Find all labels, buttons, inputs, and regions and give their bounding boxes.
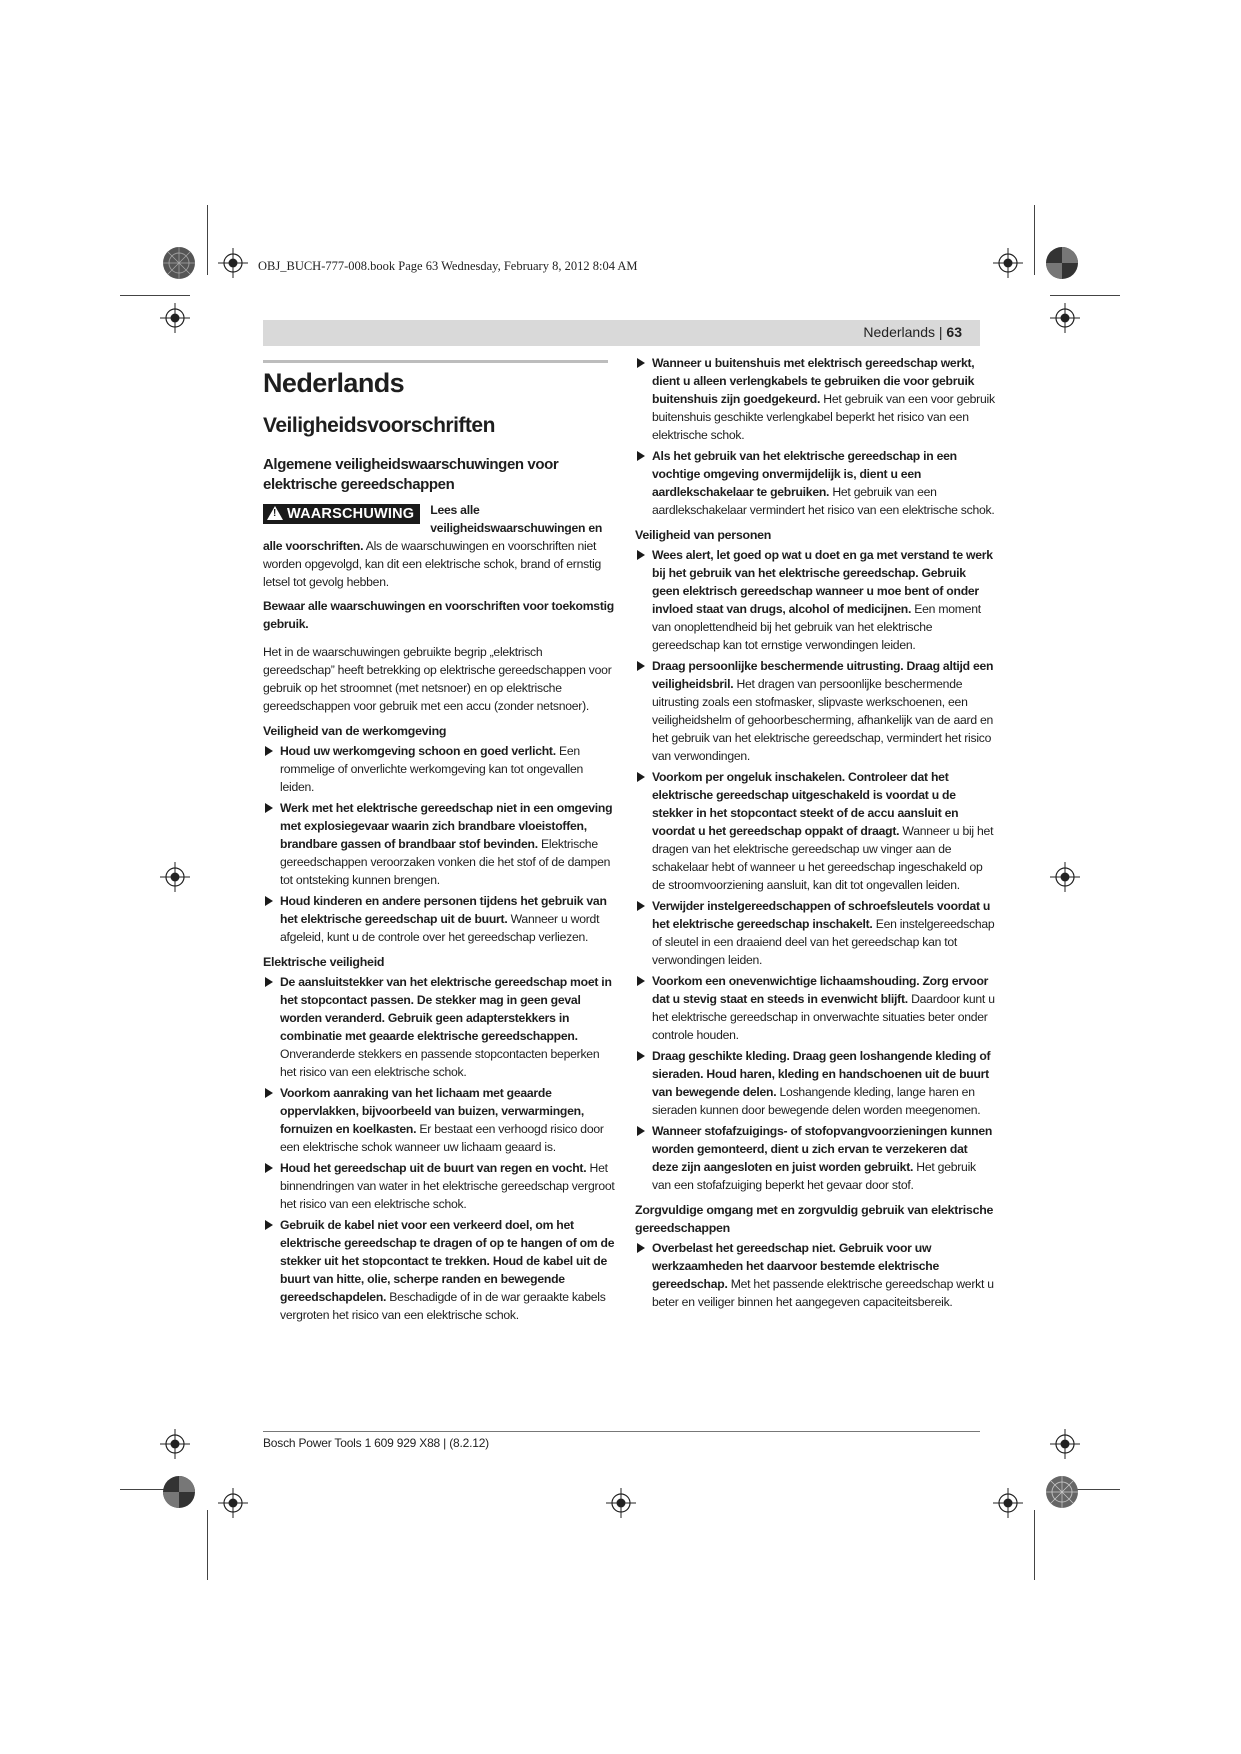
list-item	[263, 1159, 615, 1213]
crop-mark	[1034, 205, 1035, 275]
list-item	[635, 1239, 995, 1311]
item-text: Beschadigde of in de war geraakte kabels vergroten het risico van een elektrische schok.	[280, 1290, 606, 1322]
crop-mark	[207, 1510, 208, 1580]
keep-instructions: Bewaar alle waarschuwingen en voorschriften voor toekomstig gebruik.	[263, 599, 614, 631]
registration-mark-icon	[218, 1488, 248, 1518]
list-item	[635, 546, 995, 654]
registration-mark-icon	[606, 1488, 636, 1518]
crop-mark	[1034, 1510, 1035, 1580]
item-text: Het dragen van persoonlijke beschermende uitrusting zoals een stofmasker, slipvaste werkschoenen, een veiligheidshelm of gehoorbescherming, afhankelijk van de aard en het gebruik van het elektrische gereedschap, vermindert het risico van verwondingen.	[652, 677, 994, 763]
item-text: Wanneer u bij het dragen van het elektrische gereedschap uw vinger aan de schakelaar hebt of wanneer u het gereedschap ingeschakeld op de stroomvoorziening aansluit, kan dit tot ongevallen leiden.	[652, 824, 994, 892]
item-bold: Houd kinderen en andere personen tijdens het gebruik van het elektrische gereedschap uit de buurt.	[280, 894, 607, 926]
bullet-arrow-icon	[637, 1126, 645, 1136]
definition-paragraph: Het in de waarschuwingen gebruikte begrip „elektrisch gereedschap” heeft betrekking op elektrische gereedschappen voor gebruik op het stroomnet (met netsnoer) en op elektrische gereedschappen voor gebruik met een accu (zonder netsnoer).	[263, 645, 612, 713]
item-bold: Houd het gereedschap uit de buurt van regen en vocht.	[280, 1161, 587, 1175]
item-text: Met het passende elektrische gereedschap werkt u beter en veiliger binnen het aangegeven capaciteitsbereik.	[652, 1277, 994, 1309]
item-bold: De aansluitstekker van het elektrische gereedschap moet in het stopcontact passen. De stekker mag in geen geval worden veranderd. Gebruik geen adapterstekkers in combinatie met geaarde elektrische gereedschappen.	[280, 975, 612, 1043]
list-item	[263, 1216, 615, 1324]
registration-mark-icon	[160, 303, 190, 333]
title-rule	[263, 360, 608, 363]
bullet-arrow-icon	[265, 977, 273, 987]
item-bold: Houd uw werkomgeving schoon en goed verlicht.	[280, 744, 556, 758]
list-item	[263, 973, 615, 1081]
list-item	[635, 972, 995, 1044]
list-item	[263, 1084, 615, 1156]
list-item	[263, 892, 615, 946]
work-area-list	[263, 742, 615, 946]
item-bold: Werk met het elektrische gereedschap niet in een omgeving met explosiegevaar waarin zich brandbare vloeistoffen, brandbare gassen of brandbaar stof bevinden.	[280, 801, 613, 851]
item-text: Het gebruik van een voor gebruik buitenshuis geschikte verlengkabel beperkt het risico van een elektrische schok.	[652, 392, 995, 442]
item-bold: Als het gebruik van het elektrische gereedschap in een vochtige omgeving onvermijdelijk is, dient u een aardlekschakelaar te gebruiken.	[652, 449, 957, 499]
registration-mark-icon	[1050, 303, 1080, 333]
footer-text: Bosch Power Tools 1 609 929 X88 | (8.2.12)	[263, 1436, 489, 1450]
item-bold: Wees alert, let goed op wat u doet en ga met verstand te werk bij het gebruik van het elektrische gereedschap. Gebruik geen elektrisch gereedschap wanneer u moe bent of onder invloed staat van drugs, alcohol of medicijnen.	[652, 548, 993, 616]
bullet-arrow-icon	[265, 1088, 273, 1098]
registration-mark-icon	[218, 248, 248, 278]
registration-mark-icon	[1050, 862, 1080, 892]
registration-mark-icon	[993, 248, 1023, 278]
careful-list	[635, 1239, 995, 1311]
item-bold: Overbelast het gereedschap niet. Gebruik voor uw werkzaamheden het daarvoor bestemde elektrische gereedschap.	[652, 1241, 939, 1291]
list-item	[635, 447, 995, 519]
page-number: 63	[946, 324, 962, 340]
bullet-arrow-icon	[637, 772, 645, 782]
item-text: Daardoor kunt u het elektrische gereedschap in onverwachte situaties beter onder controle houden.	[652, 992, 995, 1042]
running-head-separator: |	[935, 324, 947, 340]
list-item	[635, 768, 995, 894]
running-header-band	[263, 320, 980, 346]
registration-mark-icon	[1050, 1429, 1080, 1459]
warning-triangle-icon: !	[267, 506, 283, 520]
warning-bold: Lees alle veiligheidswaarschuwingen en alle voorschriften.	[263, 503, 603, 553]
list-item	[635, 354, 995, 444]
warning-text: Als de waarschuwingen en voorschriften niet worden opgevolgd, kan dit een elektrische schok, brand of ernstig letsel tot gevolg hebben.	[263, 539, 602, 589]
color-wheel-icon	[162, 246, 196, 280]
list-item	[263, 742, 615, 796]
bullet-arrow-icon	[265, 1220, 273, 1230]
bullet-arrow-icon	[637, 976, 645, 986]
personal-list	[635, 546, 995, 1194]
item-text: Elektrische gereedschappen veroorzaken vonken die het stof of de dampen tot ontsteking kunnen brengen.	[280, 837, 611, 887]
item-bold: Draag geschikte kleding. Draag geen loshangende kleding of sieraden. Houd haren, kleding en handschoenen uit de buurt van bewegende delen.	[652, 1049, 991, 1099]
personal-heading: Veiligheid van personen	[635, 528, 772, 542]
item-text: Wanneer u wordt afgeleid, kunt u de controle over het gereedschap verliezen.	[280, 912, 600, 944]
list-item	[635, 897, 995, 969]
item-bold: Voorkom aanraking van het lichaam met geaarde oppervlakken, bijvoorbeeld van buizen, verwarmingen, fornuizen en koelkasten.	[280, 1086, 584, 1136]
right-column	[635, 354, 995, 1315]
bullet-arrow-icon	[265, 896, 273, 906]
item-text: Een rommelige of onverlichte werkomgeving kan tot ongevallen leiden.	[280, 744, 584, 794]
item-text: Een moment van onoplettendheid bij het gebruik van het elektrische gereedschap kan tot ernstige verwondingen leiden.	[652, 602, 981, 652]
item-text: Loshangende kleding, lange haren en sieraden kunnen door bewegende delen worden meegenomen.	[652, 1085, 981, 1117]
registration-mark-icon	[993, 1488, 1023, 1518]
electrical-list-continued	[635, 354, 995, 519]
electrical-heading: Elektrische veiligheid	[263, 955, 385, 969]
crop-mark	[120, 295, 190, 296]
bullet-arrow-icon	[265, 1163, 273, 1173]
bullet-arrow-icon	[637, 661, 645, 671]
running-head-language: Nederlands	[863, 324, 935, 340]
bullet-arrow-icon	[637, 358, 645, 368]
bullet-arrow-icon	[265, 803, 273, 813]
item-bold: Wanneer stofafzuigings- of stofopvangvoorzieningen kunnen worden gemonteerd, dient u zich ervan te verzekeren dat deze zijn aangesloten en juist worden gebruikt.	[652, 1124, 993, 1174]
registration-mark-icon	[160, 862, 190, 892]
color-wheel-icon	[1045, 1475, 1079, 1509]
color-wheel-icon	[1045, 246, 1079, 280]
list-item	[635, 1122, 995, 1194]
electrical-list	[263, 973, 615, 1324]
list-item	[635, 657, 995, 765]
item-bold: Voorkom een onevenwichtige lichaamshouding. Zorg ervoor dat u stevig staat en steeds in evenwicht blijft.	[652, 974, 989, 1006]
section-title: Veiligheidsvoorschriften	[263, 414, 495, 437]
item-text: Het gebruik van een stofafzuiging beperkt het gevaar door stof.	[652, 1160, 976, 1192]
item-bold: Draag persoonlijke beschermende uitrusting. Draag altijd een veiligheidsbril.	[652, 659, 994, 691]
bullet-arrow-icon	[637, 1243, 645, 1253]
bullet-arrow-icon	[637, 1051, 645, 1061]
list-item	[635, 1047, 995, 1119]
careful-heading: Zorgvuldige omgang met en zorgvuldig gebruik van elektrische gereedschappen	[635, 1203, 994, 1235]
item-bold: Wanneer u buitenshuis met elektrisch gereedschap werkt, dient u alleen verlengkabels te gebruiken die voor gebruik buitenshuis zijn goedgekeurd.	[652, 356, 975, 406]
item-bold: Voorkom per ongeluk inschakelen. Controleer dat het elektrische gereedschap uitgeschakeld is voordat u de stekker in het stopcontact steekt of de accu aansluit en voordat u het gereedschap oppakt of draagt.	[652, 770, 959, 838]
work-area-heading: Veiligheid van de werkomgeving	[263, 724, 447, 738]
item-bold: Gebruik de kabel niet voor een verkeerd doel, om het elektrische gereedschap te dragen of op te hangen of om de stekker uit het stopcontact te trekken. Houd de kabel uit de buurt van hitte, olie, scherpe randen en bewegende gereedschapdelen.	[280, 1218, 615, 1304]
page-title: Nederlands	[263, 368, 405, 398]
warning-paragraph	[263, 501, 615, 591]
warning-badge	[263, 504, 420, 524]
item-bold: Verwijder instelgereedschappen of schroefsleutels voordat u het elektrische gereedschap inschakelt.	[652, 899, 991, 931]
running-head	[863, 324, 962, 340]
item-text: Er bestaat een verhoogd risico door een elektrische schok wanneer uw lichaam geaard is.	[280, 1122, 604, 1154]
bullet-arrow-icon	[265, 746, 273, 756]
print-header: OBJ_BUCH-777-008.book Page 63 Wednesday, February 8, 2012 8:04 AM	[258, 259, 638, 273]
item-text: Het binnendringen van water in het elektrische gereedschap vergroot het risico van een elektrische schok.	[280, 1161, 615, 1211]
bullet-arrow-icon	[637, 901, 645, 911]
bullet-arrow-icon	[637, 451, 645, 461]
footer-rule	[263, 1431, 980, 1432]
warning-label: WAARSCHUWING	[287, 506, 415, 522]
item-text: Onveranderde stekkers en passende stopcontacten beperken het risico van een elektrische schok.	[280, 1047, 600, 1079]
crop-mark	[207, 205, 208, 275]
crop-mark	[1050, 295, 1120, 296]
registration-mark-icon	[160, 1429, 190, 1459]
subsection-title: Algemene veiligheidswaarschuwingen voor elektrische gereedschappen	[263, 456, 559, 493]
item-text: Het gebruik van een aardlekschakelaar vermindert het risico van een elektrische schok.	[652, 485, 995, 517]
color-wheel-icon	[162, 1475, 196, 1509]
left-column	[263, 360, 615, 1328]
list-item	[263, 799, 615, 889]
item-text: Een instelgereedschap of sleutel in een draaiend deel van het gereedschap kan tot verwondingen leiden.	[652, 917, 995, 967]
bullet-arrow-icon	[637, 550, 645, 560]
